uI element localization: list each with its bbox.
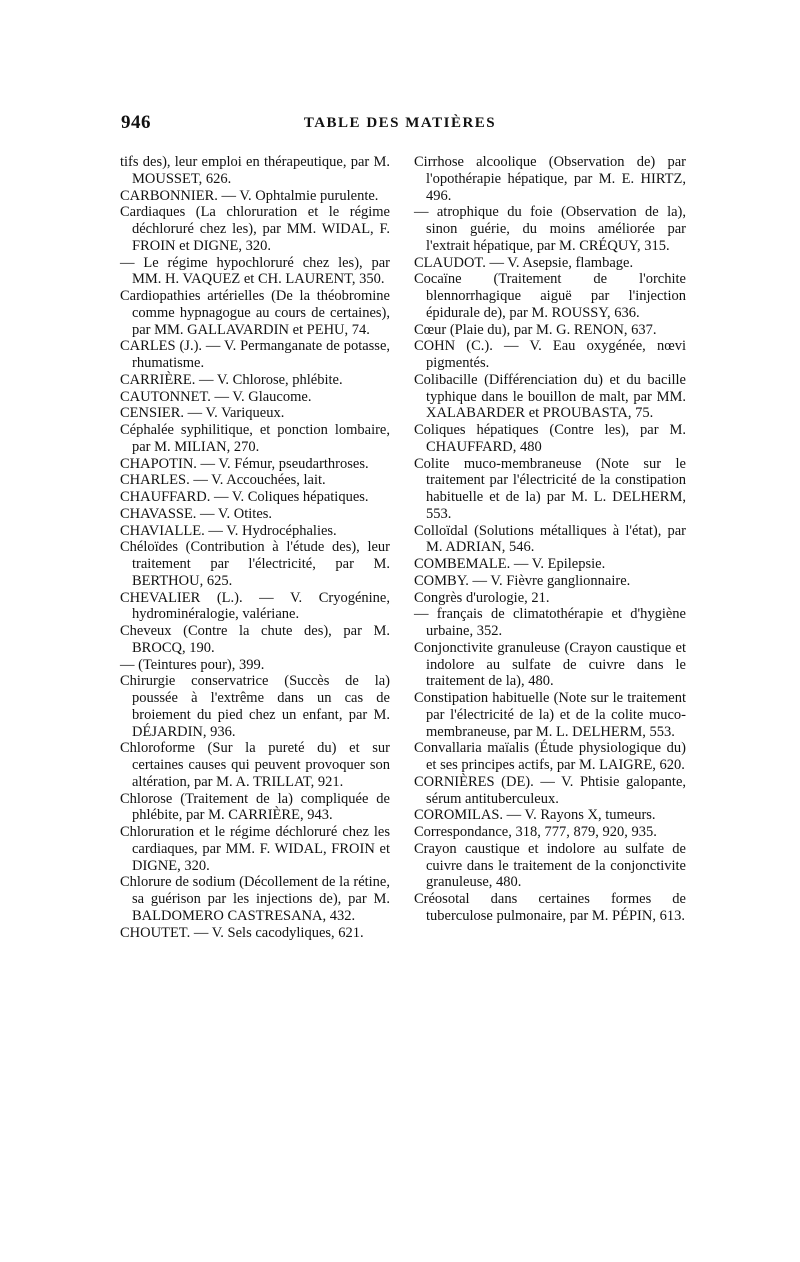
index-entry: Chéloïdes (Contribution à l'étude des), leur traitement par l'électricité, par M. BERTHOU, 625. [120,539,390,589]
index-entry: CHOUTET. — V. Sels cacodyliques, 621. [120,924,364,941]
index-entry: CHAPOTIN. — V. Fémur, pseudarthroses. [120,455,369,472]
index-entry: CENSIER. — V. Variqueux. [120,405,285,422]
index-entry: Crayon caustique et indolore au sulfate de cuivre dans le traitement de la conjonctivite granuleuse, 480. [414,840,686,891]
index-entry: Chlorure de sodium (Décollement de la rétine, sa guérison par les injections de), par M. BALDOMERO CASTRESANA, 432. [120,874,390,924]
index-entry: Constipation habituelle (Note sur le traitement par l'électricité de la) et de la colite muco-membraneuse, par M. L. DELHERM, 553. [414,690,686,740]
index-entry: CHEVALIER (L.). — V. Cryogénine, hydrominéralogie, valériane. [120,589,390,623]
index-entry: CHAVASSE. — V. Otites. [120,505,273,522]
index-entry: — (Teintures pour), 399. [120,656,265,673]
index-entry: Chirurgie conservatrice (Succès de la) poussée à l'extrême dans un cas de broiement du pied chez un enfant, par M. DÉJARDIN, 936. [120,673,390,740]
index-entry: CLAUDOT. — V. Asepsie, flambage. [414,254,634,271]
index-entry: Conjonctivite granuleuse (Crayon caustique et indolore au sulfate de cuivre dans le traitement de la), 480. [414,639,686,690]
index-entry: Cirrhose alcoolique (Observation de) par l'opothérapie hépatique, par M. E. HIRTZ, 496. [414,154,686,204]
index-entry: CORNIÈRES (DE). — V. Phtisie galopante, sérum antituberculeux. [414,773,686,807]
index-entry: CARRIÈRE. — V. Chlorose, phlébite. [120,371,343,388]
index-entry: Cardiopathies artérielles (De la théobromine comme hypnagogue au cours de certaines), par MM. GALLAVARDIN et PEHU, 74. [120,288,390,338]
index-entry: — Le régime hypochloruré chez les), par MM. H. VAQUEZ et CH. LAURENT, 350. [120,254,390,288]
index-entry: Chloruration et le régime déchloruré chez les cardiaques, par MM. F. WIDAL, FROIN et DIGNE, 320. [120,824,390,874]
index-entry: Convallaria maïalis (Étude physiologique du) et ses principes actifs, par M. LAIGRE, 620. [414,740,686,773]
index-entry: COMBY. — V. Fièvre ganglionnaire. [414,572,631,589]
index-entry: Chlorose (Traitement de la) compliquée de phlébite, par M. CARRIÈRE, 943. [120,790,390,824]
index-entry: Céphalée syphilitique, et ponction lombaire, par M. MILIAN, 270. [120,422,390,455]
index-entry: Correspondance, 318, 777, 879, 920, 935. [414,824,657,840]
index-entry: CARBONNIER. — V. Ophtalmie purulente. [120,187,379,204]
running-title: TABLE DES MATIÈRES [303,115,497,131]
index-entry: — français de climatothérapie et d'hygiène urbaine, 352. [414,606,686,639]
index-entry: Colibacille (Différenciation du) et du bacille typhique dans le bouillon de malt, par MM. XALABARDER et PROUBASTA, 75. [414,371,686,422]
index-entry: COMBEMALE. — V. Epilepsie. [414,556,606,572]
page-header [0,112,800,142]
index-entry: CHAUFFARD. — V. Coliques hépatiques. [120,489,369,505]
index-entry: Colloïdal (Solutions métalliques à l'état), par M. ADRIAN, 546. [414,522,686,556]
index-entry: tifs des), leur emploi en thérapeutique, par M. MOUSSET, 626. [120,154,390,187]
index-entry: Chloroforme (Sur la pureté du) et sur certaines causes qui peuvent provoquer son altération, par M. A. TRILLAT, 921. [120,740,390,790]
index-entry: COHN (C.). — V. Eau oxygénée, nœvi pigmentés. [414,338,686,371]
index-entry: Colite muco-membraneuse (Note sur le traitement par l'électricité de la constipation habituelle et de la) par M. L. DELHERM, 553. [414,455,686,522]
left-column [120,154,390,941]
index-entry: Coliques hépatiques (Contre les), par M. CHAUFFARD, 480 [414,422,686,455]
index-entry: COROMILAS. — V. Rayons X, tumeurs. [414,807,656,824]
index-entry: Congrès d'urologie, 21. [414,589,550,606]
index-entry: CHARLES. — V. Accouchées, lait. [120,472,326,489]
index-entry: Cœur (Plaie du), par M. G. RENON, 637. [414,321,657,338]
index-entry: Cocaïne (Traitement de l'orchite blennorrhagique aiguë par l'injection épidurale de), par M. ROUSSY, 636. [414,271,686,321]
index-entry: CARLES (J.). — V. Permanganate de potasse, rhumatisme. [120,338,390,371]
index-entry: Créosotal dans certaines formes de tuberculose pulmonaire, par M. PÉPIN, 613. [414,891,686,924]
index-entry: CHAVIALLE. — V. Hydrocéphalies. [120,522,337,539]
index-entry: Cheveux (Contre la chute des), par M. BROCQ, 190. [120,623,390,656]
index-entry: Cardiaques (La chloruration et le régime déchloruré chez les), par MM. WIDAL, F. FROIN et DIGNE, 320. [120,204,390,254]
index-entry: — atrophique du foie (Observation de la), sinon guérie, du moins améliorée par l'extrait hépatique, par M. CRÉQUY, 315. [414,204,686,254]
page-number: 946 [121,112,151,133]
right-column [414,154,686,925]
index-entry: CAUTONNET. — V. Glaucome. [120,388,312,405]
